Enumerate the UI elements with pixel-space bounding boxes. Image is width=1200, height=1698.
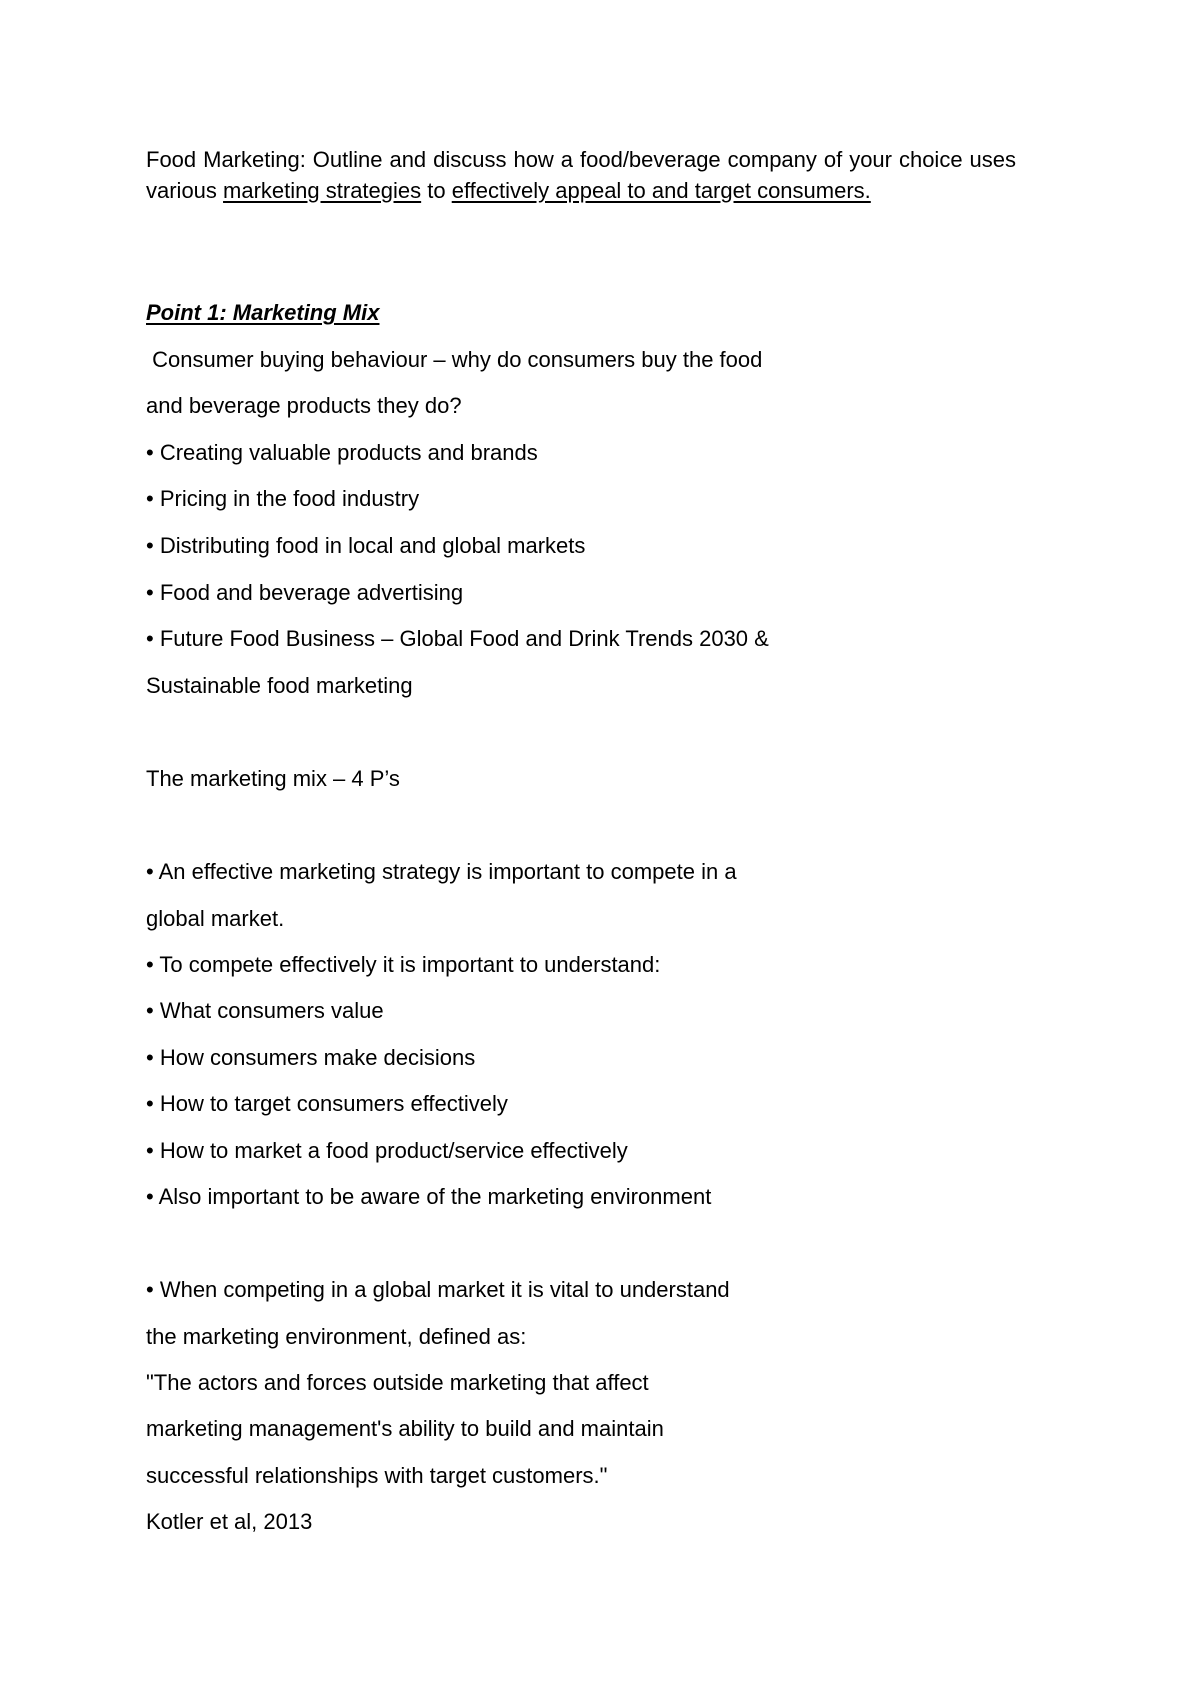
bullet-item: • Pricing in the food industry <box>146 486 420 511</box>
bullet-item: • Distributing food in local and global markets <box>146 533 586 558</box>
bullet-item: • When competing in a global market it is vital to understand <box>146 1277 730 1302</box>
subheading-4ps: The marketing mix – 4 P’s <box>146 766 400 791</box>
quote-line: successful relationships with target customers." <box>146 1463 608 1488</box>
text-line: Sustainable food marketing <box>146 673 413 698</box>
bullet-item: • What consumers value <box>146 998 384 1023</box>
bullet-item: • Also important to be aware of the marketing environment <box>146 1184 712 1209</box>
bullet-item: • How to target consumers effectively <box>146 1091 508 1116</box>
bullet-item: • Future Food Business – Global Food and Drink Trends 2030 & <box>146 626 769 651</box>
text-line: global market. <box>146 906 285 931</box>
bullet-item: • To compete effectively it is important to understand: <box>146 952 661 977</box>
bullet-item: • An effective marketing strategy is important to compete in a <box>146 859 737 884</box>
text-line: and beverage products they do? <box>146 393 462 418</box>
intro-middle: to <box>421 178 452 203</box>
bullet-item: • How to market a food product/service effectively <box>146 1138 628 1163</box>
quote-line: "The actors and forces outside marketing that affect <box>146 1370 649 1395</box>
section-heading: Point 1: Marketing Mix <box>146 300 380 325</box>
text-line: the marketing environment, defined as: <box>146 1324 527 1349</box>
bullet-item: • Creating valuable products and brands <box>146 440 538 465</box>
quote-line: marketing management's ability to build and maintain <box>146 1416 664 1441</box>
intro-paragraph <box>146 144 1016 206</box>
citation: Kotler et al, 2013 <box>146 1509 313 1534</box>
bullet-item: • How consumers make decisions <box>146 1045 476 1070</box>
bullet-item: • Food and beverage advertising <box>146 580 464 605</box>
text-line: Consumer buying behaviour – why do consumers buy the food <box>146 347 763 372</box>
intro-prefix: Food Marketing: Outline and discuss how a food/beverage company of your choice uses various <box>146 147 1016 203</box>
intro-underlined-appeal-target: effectively appeal to and target consumers. <box>451 178 871 203</box>
intro-underlined-marketing-strategies: marketing strategies <box>223 178 422 203</box>
